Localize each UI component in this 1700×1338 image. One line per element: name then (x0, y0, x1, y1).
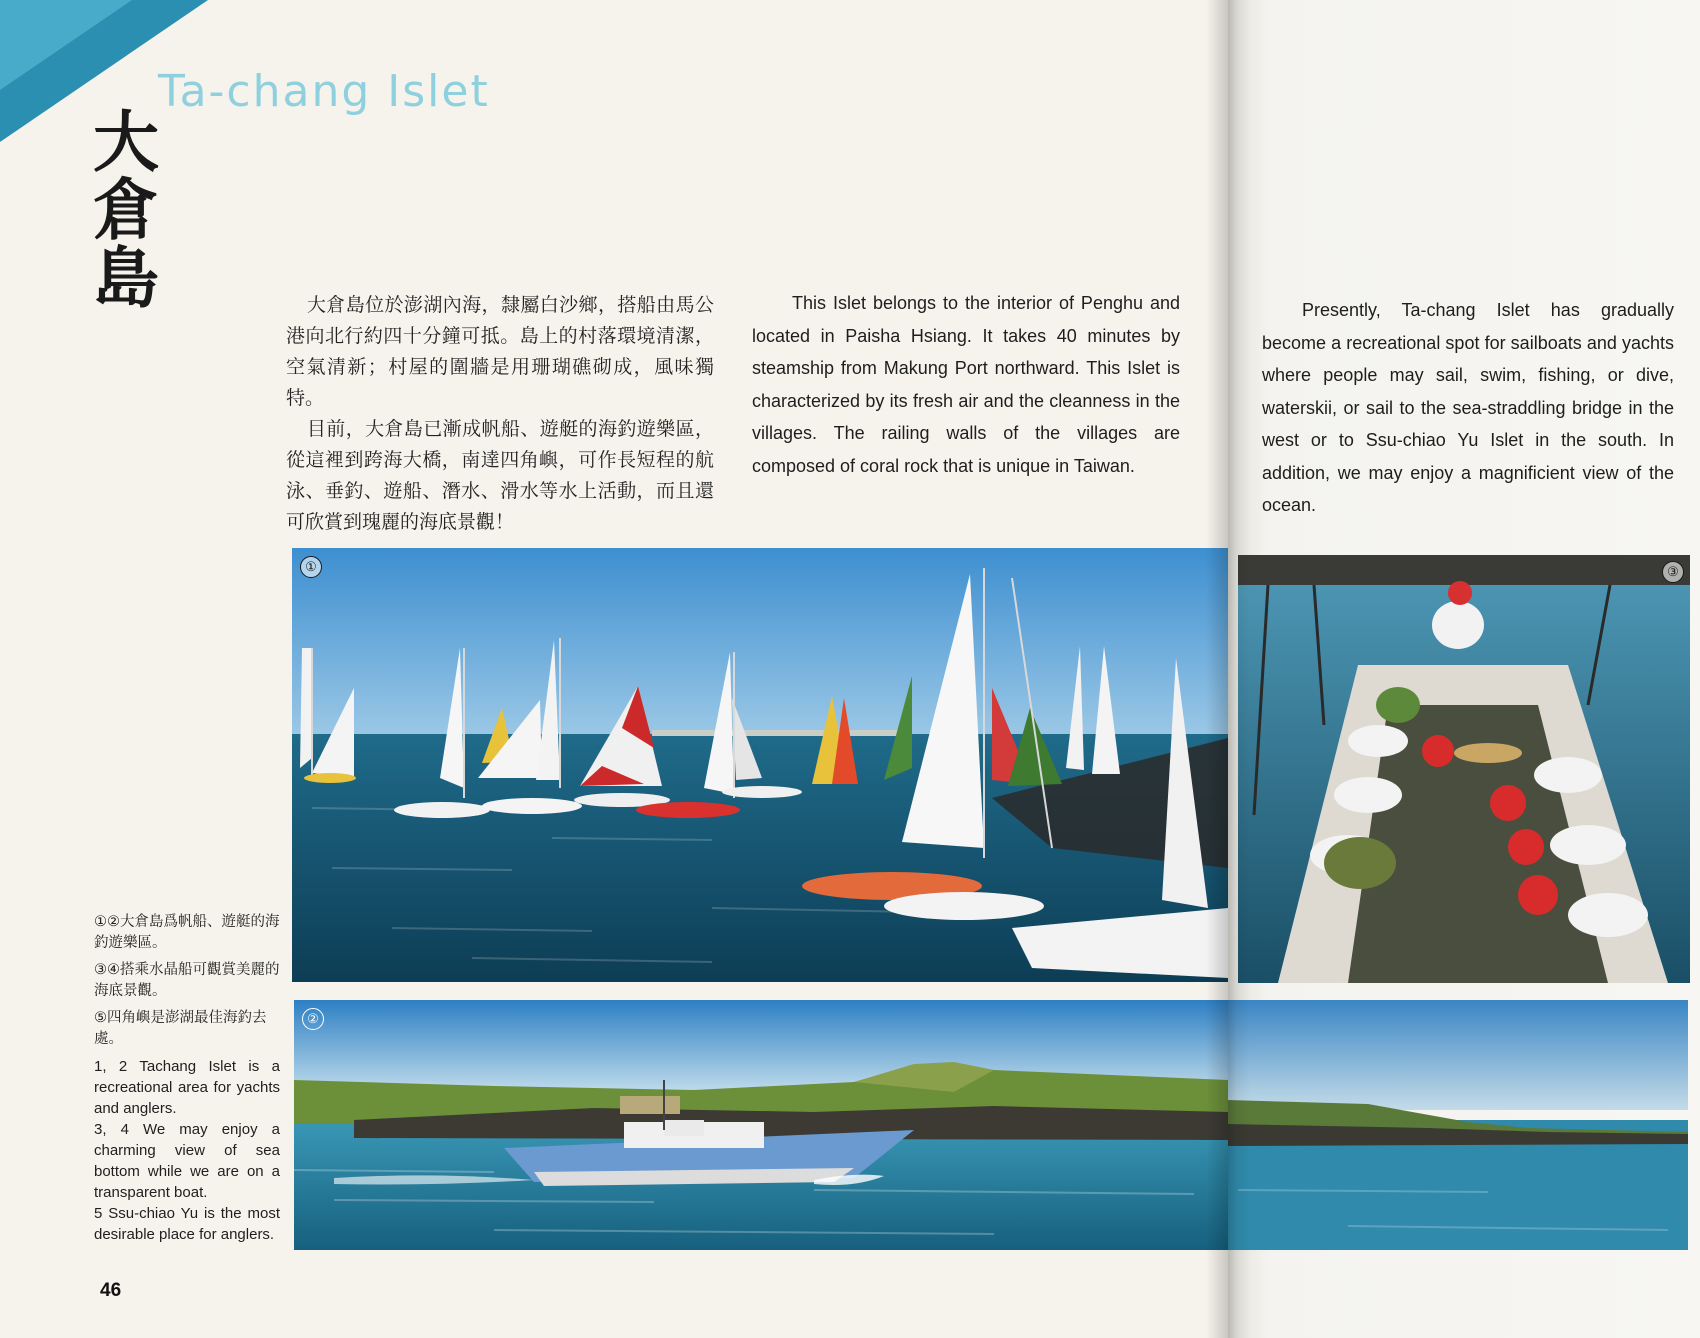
fishing-boat-illustration (294, 1000, 1228, 1250)
glass-bottom-boat-illustration (1238, 555, 1690, 983)
english-body-column-1: This Islet belongs to the interior of Penghu and located in Paisha Hsiang. It takes 40 minutes by steamship from Makung Port northward. This Islet is characterized by its fresh air and the cleanness in the villages. The railing walls of the villages are composed of coral rock that is unique in Taiwan. (752, 293, 1180, 476)
photo-number-2: ② (302, 1008, 324, 1030)
chinese-body-text (286, 290, 714, 538)
caption-zh-2: ③④搭乘水晶船可觀賞美麗的海底景觀。 (94, 962, 280, 999)
photo-fishing-boat (294, 1000, 1228, 1250)
page-number: 46 (100, 1280, 122, 1301)
caption-zh-3: ⑤四角嶼是澎湖最佳海釣去處。 (94, 1010, 267, 1047)
english-body-column-2: Presently, Ta-chang Islet has gradually become a recreational spot for sailboats and yachts where people may sail, swim, fishing, or dive, waterskii, or sail to the sea-straddling bridge in the west or to Ssu-chiao Yu Islet in the south. In addition, we may enjoy a magnificient view of the ocean. (1262, 300, 1674, 515)
caption-en-3: 5 Ssu-chiao Yu is the most desirable place for anglers. (94, 1205, 280, 1243)
photo-number-3: ③ (1662, 561, 1684, 583)
book-gutter-shadow (1206, 0, 1250, 1338)
corner-sea-highlight (0, 0, 132, 90)
page-title-zh: 大倉島 (93, 103, 159, 317)
zh-paragraph-1: 大倉島位於澎湖內海，隸屬白沙鄉，搭船由馬公港向北行約四十分鐘可抵。島上的村落環境清潔，空氣清新；村屋的圍牆是用珊瑚礁砌成，風味獨特。 (286, 294, 714, 409)
shoreline-illustration (1228, 1000, 1688, 1250)
sailboats-illustration (292, 548, 1228, 982)
photo-glass-bottom-boat (1238, 555, 1690, 983)
caption-zh-1: ①②大倉島爲帆船、遊艇的海釣遊樂區。 (94, 914, 280, 951)
photo-shoreline-continuation (1228, 1000, 1688, 1250)
page-title-en: Ta-chang Islet (158, 66, 490, 117)
photo-number-1: ① (300, 556, 322, 578)
caption-en-2: 3, 4 We may enjoy a charming view of sea bottom while we are on a transparent boat. (94, 1121, 280, 1201)
right-page (1228, 0, 1700, 1338)
caption-en-1: 1, 2 Tachang Islet is a recreational area for yachts and anglers. (94, 1058, 280, 1117)
photo-captions (94, 912, 280, 1245)
photo-sailboats (292, 548, 1228, 982)
zh-paragraph-2: 目前，大倉島已漸成帆船、遊艇的海釣遊樂區，從這裡到跨海大橋，南達四角嶼，可作長短程的航泳、垂釣、遊船、潛水、滑水等水上活動，而且還可欣賞到瑰麗的海底景觀！ (286, 418, 714, 533)
